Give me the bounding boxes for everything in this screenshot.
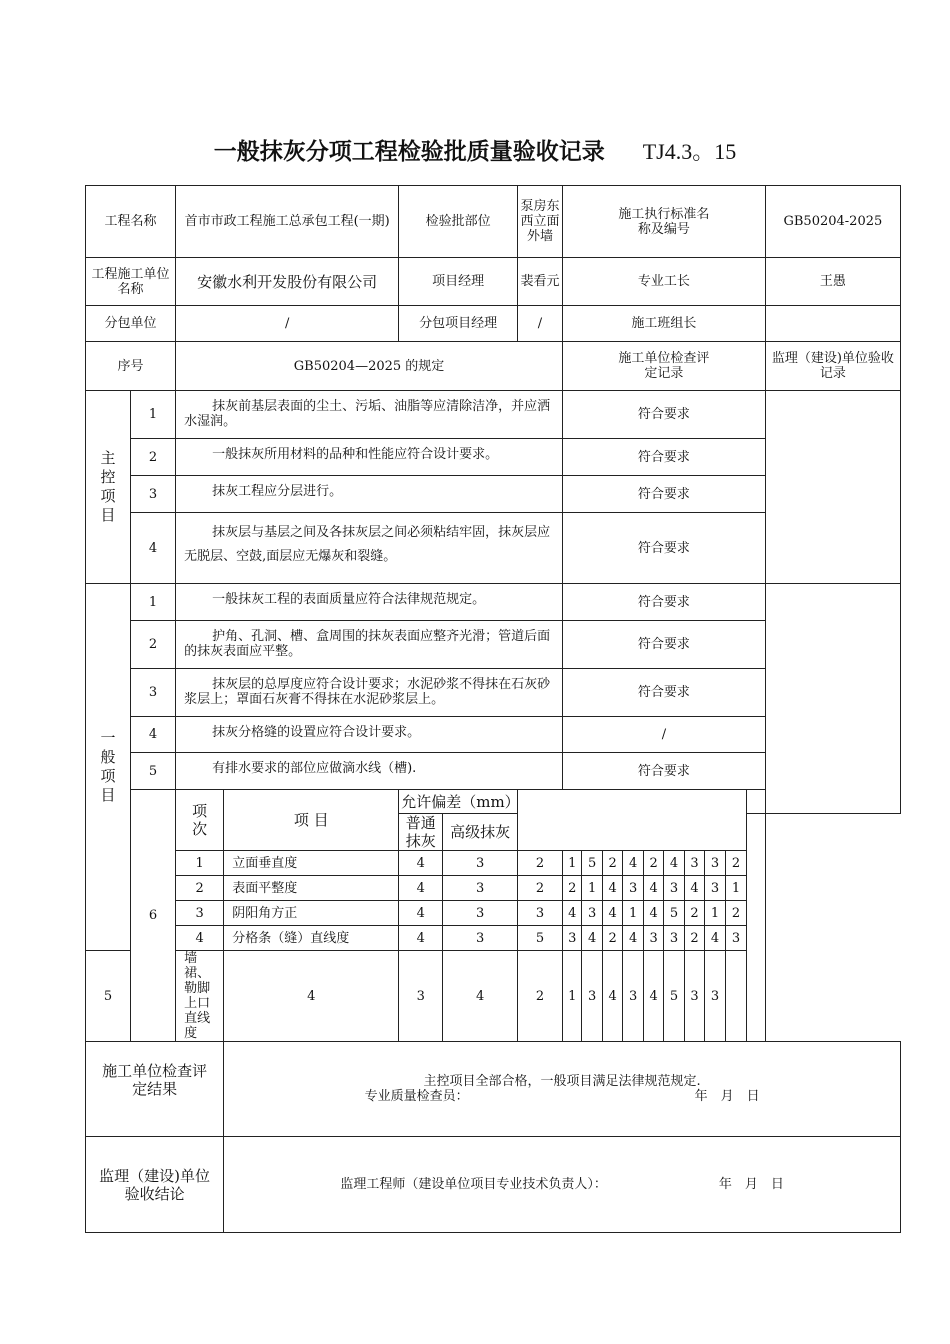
general-items-label: 一般项目 — [86, 584, 131, 951]
measure-value: 4 — [643, 951, 663, 1042]
conclusion-label: 监理（建设)单位验收结论 — [86, 1137, 224, 1233]
measure-value: 3 — [684, 851, 704, 876]
item-header: 项 目 — [224, 790, 399, 851]
requirement-text: 一般抹灰所用材料的品种和性能应符合设计要求。 — [176, 439, 563, 476]
measure-value: 3 — [582, 951, 602, 1042]
tolerance-item-name: 立面垂直度 — [224, 851, 399, 876]
tolerance-high: 3 — [443, 901, 518, 926]
pm-name: 裴看元 — [517, 258, 562, 306]
general-accept-cell — [765, 584, 900, 814]
measure-value: 1 — [582, 876, 602, 901]
measure-value: 2 — [684, 901, 704, 926]
sub-pm-value: / — [517, 306, 562, 342]
measure-value: 2 — [517, 876, 562, 901]
requirement-text: 抹灰分格缝的设置应符合设计要求。 — [176, 717, 563, 753]
project-name-label: 工程名称 — [86, 186, 176, 258]
measure-value: 2 — [602, 926, 622, 951]
measure-value: 4 — [602, 901, 622, 926]
measure-value: 4 — [602, 951, 622, 1042]
tolerance-high: 3 — [443, 876, 518, 901]
item-number: 3 — [131, 476, 176, 513]
check-result: 符合要求 — [563, 476, 766, 513]
result-content — [224, 1042, 901, 1137]
measure-blank — [517, 790, 746, 851]
measure-value: 5 — [517, 926, 562, 951]
tolerance-item-name: 分格条（缝）直线度 — [224, 926, 399, 951]
team-leader-value — [765, 306, 900, 342]
measure-value: 4 — [443, 951, 518, 1042]
measure-value: 3 — [684, 951, 704, 1042]
tolerance-high: 3 — [443, 926, 518, 951]
project-name: 首市市政工程施工总承包工程(一期) — [176, 186, 399, 258]
main-items-label: 主控项目 — [86, 391, 131, 584]
measure-value: 5 — [582, 851, 602, 876]
tolerance-high: 3 — [399, 951, 443, 1042]
item-number: 1 — [131, 391, 176, 439]
measure-value: 3 — [623, 876, 643, 901]
tolerance-normal: 4 — [399, 926, 443, 951]
item-number: 1 — [131, 584, 176, 621]
standard-label: 施工执行标准名称及编号 — [563, 186, 766, 258]
measure-value: 4 — [643, 876, 663, 901]
requirement-text: 抹灰层的总厚度应符合设计要求；水泥砂浆不得抹在石灰砂浆层上；罩面石灰膏不得抹在水泥砂浆层上。 — [176, 669, 563, 717]
requirement-text: 抹灰前基层表面的尘土、污垢、油脂等应清除洁净，并应洒水湿润。 — [176, 391, 563, 439]
sub-pm-label: 分包项目经理 — [399, 306, 518, 342]
item-number: 6 — [131, 790, 176, 1042]
check-result: / — [563, 717, 766, 753]
measure-value: 5 — [664, 901, 684, 926]
measure-value: 3 — [623, 951, 643, 1042]
measure-value: 4 — [684, 876, 704, 901]
inspector-label: 专业质量检查员： — [364, 1089, 469, 1104]
measure-value: 1 — [623, 901, 643, 926]
measure-value: 2 — [684, 926, 704, 951]
allowance-header: 允许偏差（mm） — [399, 790, 518, 814]
check-result: 符合要求 — [563, 669, 766, 717]
item-number: 2 — [131, 439, 176, 476]
tolerance-normal: 4 — [399, 851, 443, 876]
sub-value: / — [176, 306, 399, 342]
form-code: TJ4.3。15 — [642, 139, 737, 164]
requirement-text: 抹灰层与基层之间及各抹灰层之间必须粘结牢固，抹灰层应无脱层、空鼓,面层应无爆灰和裂缝。 — [176, 513, 563, 584]
standard-code: GB50204-2025 — [765, 186, 900, 258]
measure-value: 3 — [517, 901, 562, 926]
item-number: 5 — [131, 753, 176, 790]
pm-label: 项目经理 — [399, 258, 518, 306]
item-number: 4 — [131, 513, 176, 584]
engineer-label: 监理工程师（建设单位项目专业技术负责人）： — [340, 1177, 607, 1192]
measure-value: 3 — [664, 876, 684, 901]
measure-value: 5 — [664, 951, 684, 1042]
measure-value: 3 — [582, 901, 602, 926]
conclusion-content — [224, 1137, 901, 1233]
spec-header: GB50204—2025 的规定 — [176, 342, 563, 391]
measure-value: 2 — [517, 951, 562, 1042]
measure-value: 4 — [705, 926, 725, 951]
requirement-text: 抹灰工程应分层进行。 — [176, 476, 563, 513]
foreman-label: 专业工长 — [563, 258, 766, 306]
sub-label: 分包单位 — [86, 306, 176, 342]
tolerance-item-name: 墙裙、勒脚上口直线度 — [176, 951, 224, 1042]
measure-value: 3 — [725, 926, 746, 951]
tolerance-item-no: 5 — [86, 951, 131, 1042]
check-result: 符合要求 — [563, 513, 766, 584]
requirement-text: 有排水要求的部位应做滴水线（槽). — [176, 753, 563, 790]
page-title — [0, 133, 950, 166]
measure-value: 4 — [623, 926, 643, 951]
result-line-1: 主控项目全部合格，一般项目满足法律规范规定. — [423, 1074, 701, 1089]
measure-value: 2 — [602, 851, 622, 876]
measure-value: 2 — [643, 851, 663, 876]
unit-name: 安徽水利开发股份有限公司 — [176, 258, 399, 306]
measure-value: 4 — [602, 876, 622, 901]
measure-value: 3 — [705, 951, 725, 1042]
conclusion-date: 年 月 日 — [718, 1177, 784, 1192]
requirement-text: 护角、孔洞、槽、盒周围的抹灰表面应整齐光滑；管道后面的抹灰表面应平整。 — [176, 621, 563, 669]
inspection-form — [85, 185, 901, 1233]
tolerance-normal: 4 — [399, 876, 443, 901]
check-result: 符合要求 — [563, 391, 766, 439]
tolerance-high: 3 — [443, 851, 518, 876]
item-no-header: 项次 — [176, 790, 224, 851]
tolerance-item-no: 2 — [176, 876, 224, 901]
measure-value: 2 — [725, 851, 746, 876]
batch-location: 泵房东西立面外墙 — [517, 186, 562, 258]
check-result: 符合要求 — [563, 621, 766, 669]
unit-label: 工程施工单位名称 — [86, 258, 176, 306]
measure-value: 4 — [623, 851, 643, 876]
tolerance-accept-cell — [747, 814, 766, 1042]
tolerance-item-no: 3 — [176, 901, 224, 926]
tolerance-item-no: 4 — [176, 926, 224, 951]
team-leader-label: 施工班组长 — [563, 306, 766, 342]
measure-value: 3 — [664, 926, 684, 951]
tolerance-item-name: 阴阳角方正 — [224, 901, 399, 926]
check-result: 符合要求 — [563, 584, 766, 621]
measure-value: 4 — [563, 901, 582, 926]
check-header: 施工单位检查评定记录 — [563, 342, 766, 391]
measure-value: 3 — [705, 851, 725, 876]
measure-value: 3 — [643, 926, 663, 951]
measure-value: 4 — [643, 901, 663, 926]
check-result: 符合要求 — [563, 753, 766, 790]
seq-header: 序号 — [86, 342, 176, 391]
high-plaster-header: 高级抹灰 — [443, 814, 518, 851]
normal-plaster-header: 普通抹灰 — [399, 814, 443, 851]
tolerance-normal: 4 — [224, 951, 399, 1042]
measure-value: 4 — [664, 851, 684, 876]
measure-value: 1 — [705, 901, 725, 926]
main-accept-cell — [765, 391, 900, 584]
foreman-name: 王愚 — [765, 258, 900, 306]
measure-value: 2 — [517, 851, 562, 876]
result-date: 年 月 日 — [694, 1089, 760, 1104]
item-number: 2 — [131, 621, 176, 669]
form-title: 一般抹灰分项工程检验批质量验收记录 — [213, 139, 605, 165]
batch-location-label: 检验批部位 — [399, 186, 518, 258]
item-number: 4 — [131, 717, 176, 753]
measure-value: 1 — [563, 851, 582, 876]
measure-value: 2 — [725, 901, 746, 926]
item-number: 3 — [131, 669, 176, 717]
requirement-text: 一般抹灰工程的表面质量应符合法律规范规定。 — [176, 584, 563, 621]
measure-value: 3 — [563, 926, 582, 951]
check-result: 符合要求 — [563, 439, 766, 476]
measure-value: 4 — [582, 926, 602, 951]
tolerance-item-no: 1 — [176, 851, 224, 876]
measure-value: 2 — [563, 876, 582, 901]
result-line-2 — [226, 1089, 898, 1104]
measure-value: 3 — [705, 876, 725, 901]
tolerance-item-name: 表面平整度 — [224, 876, 399, 901]
tolerance-normal: 4 — [399, 901, 443, 926]
accept-header: 监理（建设)单位验收记录 — [765, 342, 900, 391]
result-label: 施工单位检查评定结果 — [86, 1042, 224, 1137]
measure-value: 1 — [725, 876, 746, 901]
measure-value: 1 — [563, 951, 582, 1042]
